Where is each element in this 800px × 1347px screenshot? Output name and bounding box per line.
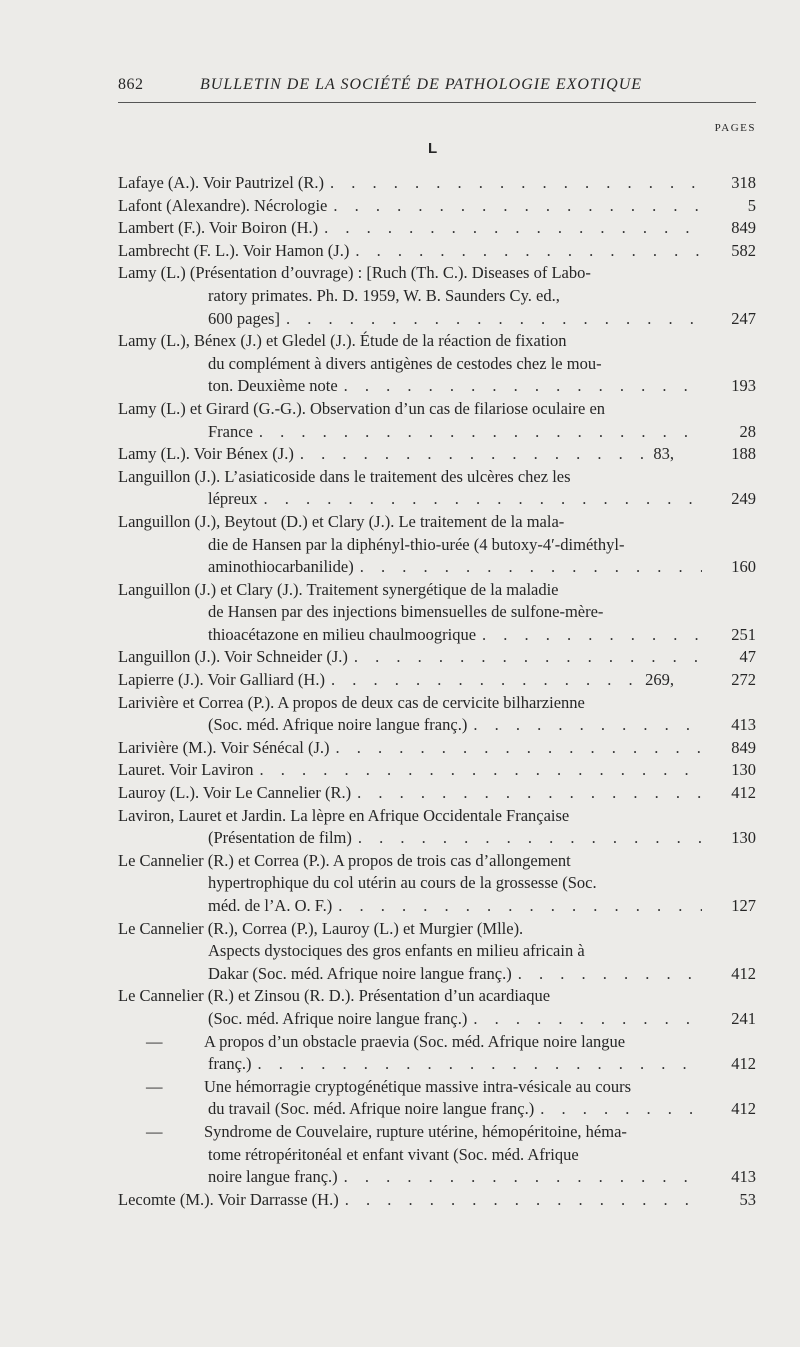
- entry-line: [118, 692, 756, 715]
- entry-line: [118, 308, 756, 331]
- entry-text: Lapierre (J.). Voir Galliard (H.): [118, 670, 325, 690]
- page-ref: 272: [731, 670, 756, 690]
- index-entry: [118, 579, 756, 647]
- entry-line: [118, 601, 756, 624]
- dot-leader: [327, 195, 702, 218]
- entry-line: [118, 353, 756, 376]
- entry-text: (Présentation de film): [208, 828, 352, 848]
- entry-line: [118, 985, 756, 1008]
- dot-leader: [330, 737, 702, 760]
- dot-leader: [349, 240, 702, 263]
- index-entry: [118, 511, 756, 579]
- entry-line: [118, 262, 756, 285]
- index-entry: [118, 1121, 756, 1189]
- entry-text: lépreux: [208, 489, 258, 509]
- index-entry: [118, 466, 756, 511]
- index-entry: [118, 850, 756, 918]
- entry-text: Languillon (J.). L’asiaticoside dans le traitement des ulcères chez les: [118, 466, 571, 486]
- dot-leader: [467, 1008, 702, 1031]
- entry-text: du complément à divers antigènes de cestodes chez le mou-: [208, 353, 602, 373]
- entry-text: Larivière (M.). Voir Sénécal (J.): [118, 737, 330, 757]
- entry-text: Lamy (L.) (Présentation d’ouvrage) : [Ruch (Th. C.). Diseases of Labo-: [118, 263, 591, 283]
- index-entry: [118, 805, 756, 850]
- entry-text: Aspects dystociques des gros enfants en milieu africain à: [208, 941, 585, 961]
- entry-text: Le Cannelier (R.) et Correa (P.). A propos de trois cas d’allongement: [118, 850, 571, 870]
- entry-text: (Soc. méd. Afrique noire langue franç.): [208, 715, 468, 735]
- page-ref: 130: [731, 760, 756, 780]
- entry-line: [118, 488, 756, 511]
- page-ref: 849: [731, 218, 756, 238]
- dot-leader: [332, 895, 702, 918]
- index-entry: [118, 330, 756, 398]
- entry-text: Laviron, Lauret et Jardin. La lèpre en Afrique Occidentale Française: [118, 805, 570, 825]
- entry-line: [118, 895, 756, 918]
- entry-text: de Hansen par des injections bimensuelles de sulfone-mère-: [208, 602, 604, 622]
- dot-leader: [534, 1098, 702, 1121]
- entry-text: Languillon (J.) et Clary (J.). Traitement synergétique de la maladie: [118, 579, 559, 599]
- pages-column-label: PAGES: [714, 122, 756, 134]
- index-entry: [118, 240, 756, 263]
- index-entry: [118, 759, 756, 782]
- index-entry: [118, 398, 756, 443]
- entry-line: [118, 556, 756, 579]
- entry-line: [118, 850, 756, 873]
- entry-text: die de Hansen par la diphényl-thio-urée (4 butoxy-4′-diméthyl-: [208, 534, 625, 554]
- dot-leader: [354, 556, 702, 579]
- index-entry: [118, 782, 756, 805]
- entry-line: [118, 737, 756, 760]
- entry-line: [118, 1098, 756, 1121]
- page-ref: 251: [731, 624, 756, 644]
- entry-line: [118, 375, 756, 398]
- entry-line: [118, 1008, 756, 1031]
- entry-text: Lambrecht (F. L.). Voir Hamon (J.): [118, 240, 350, 260]
- page-ref: 412: [731, 1099, 756, 1119]
- page-ref: 130: [731, 828, 756, 848]
- index-entry: [118, 985, 756, 1030]
- page-ref: 47: [739, 647, 756, 667]
- header-rule: [118, 102, 756, 103]
- dot-leader: [294, 443, 648, 466]
- entry-text: franç.): [208, 1054, 252, 1074]
- index-entry: [118, 646, 756, 669]
- dot-leader: [253, 759, 702, 782]
- entry-line: [118, 805, 756, 828]
- entry-text: Lauret. Voir Laviron: [118, 760, 254, 780]
- entry-line: [118, 827, 756, 850]
- page-ref: 582: [731, 240, 756, 260]
- entry-text: thioacétazone en milieu chaulmoogrique: [208, 624, 477, 644]
- entry-text: Lamy (L.) et Girard (G.-G.). Observation d’un cas de filariose oculaire en: [118, 398, 606, 418]
- entry-text: Languillon (J.), Beytout (D.) et Clary (J.). Le traitement de la mala-: [118, 511, 565, 531]
- dot-leader: [512, 963, 702, 986]
- entry-line: [118, 1031, 756, 1054]
- entry-line: [118, 1144, 756, 1167]
- entry-text: France: [208, 421, 253, 441]
- dot-leader: [338, 375, 702, 398]
- entry-line: [118, 466, 756, 489]
- entry-text: hypertrophique du col utérin au cours de la grossesse (Soc.: [208, 873, 597, 893]
- dot-leader: [257, 488, 702, 511]
- dot-leader: [352, 827, 702, 850]
- entry-text: 600 pages]: [208, 308, 280, 328]
- page-ref: 413: [731, 1167, 756, 1187]
- entry-text: Dakar (Soc. méd. Afrique noire langue franç.): [208, 963, 512, 983]
- index-entry: [118, 262, 756, 330]
- entry-text: A propos d’un obstacle praevia (Soc. méd. Afrique noire langue: [204, 1031, 626, 1051]
- dot-leader: [253, 421, 702, 444]
- entry-text: noire langue franç.): [208, 1167, 338, 1187]
- dot-leader: [252, 1053, 702, 1076]
- dot-leader: [325, 669, 639, 692]
- entry-line: [118, 579, 756, 602]
- dot-leader: [476, 624, 702, 647]
- entry-line: [118, 443, 756, 466]
- dot-leader: [318, 217, 702, 240]
- entry-text: Lamy (L.), Bénex (J.) et Gledel (J.). Étude de la réaction de fixation: [118, 331, 567, 351]
- extra-page-ref: 83,: [653, 444, 674, 464]
- entry-line: [118, 1053, 756, 1076]
- index-entry: [118, 737, 756, 760]
- entry-line: [118, 421, 756, 444]
- entry-text: Lafont (Alexandre). Nécrologie: [118, 195, 328, 215]
- page-ref: 5: [747, 195, 756, 215]
- entry-line: [118, 963, 756, 986]
- entry-text: Lafaye (A.). Voir Pautrizel (R.): [118, 173, 325, 192]
- entry-text: (Soc. méd. Afrique noire langue franç.): [208, 1008, 468, 1028]
- entry-line: [118, 759, 756, 782]
- entry-line: [118, 217, 756, 240]
- ditto-dash: —: [146, 1076, 163, 1096]
- page-ref: 247: [731, 308, 756, 328]
- entry-line: [118, 872, 756, 895]
- entry-text: Le Cannelier (R.) et Zinsou (R. D.). Présentation d’un acardiaque: [118, 986, 551, 1006]
- index-entry: [118, 669, 756, 692]
- entry-line: [118, 940, 756, 963]
- page-ref: 193: [731, 376, 756, 396]
- section-letter: L: [428, 140, 438, 157]
- entry-line: [118, 714, 756, 737]
- entry-line: [118, 511, 756, 534]
- entry-text: Lecomte (M.). Voir Darrasse (H.): [118, 1189, 339, 1209]
- entry-text: Languillon (J.). Voir Schneider (J.): [118, 647, 348, 667]
- page-ref: 412: [731, 1054, 756, 1074]
- entry-text: Syndrome de Couvelaire, rupture utérine, hémopéritoine, héma-: [204, 1121, 627, 1141]
- entry-line: [118, 1121, 756, 1144]
- index-entry: [118, 1189, 756, 1212]
- page-ref: 160: [731, 557, 756, 577]
- entry-text: Larivière et Correa (P.). A propos de deux cas de cervicite bilharzienne: [118, 692, 585, 712]
- page-ref: 412: [731, 783, 756, 803]
- page-ref: 188: [731, 444, 756, 464]
- entry-text: méd. de l’A. O. F.): [208, 896, 333, 915]
- dot-leader: [339, 1189, 702, 1212]
- extra-page-ref: 269,: [645, 670, 674, 690]
- entry-text: Le Cannelier (R.), Correa (P.), Lauroy (L.) et Murgier (Mlle).: [118, 918, 524, 938]
- entry-line: [118, 782, 756, 805]
- entry-text: tome rétropéritonéal et enfant vivant (Soc. méd. Afrique: [208, 1144, 579, 1164]
- dot-leader: [351, 782, 702, 805]
- entry-text: ratory primates. Ph. D. 1959, W. B. Saunders Cy. ed.,: [208, 285, 560, 305]
- page-number: 862: [118, 76, 144, 93]
- entry-text: Une hémorragie cryptogénétique massive intra-vésicale au cours: [204, 1076, 631, 1096]
- page-ref: 53: [739, 1189, 756, 1209]
- index-entry: [118, 918, 756, 986]
- ditto-dash: —: [146, 1121, 163, 1141]
- entry-text: ton. Deuxième note: [208, 376, 338, 396]
- dot-leader: [338, 1166, 702, 1189]
- dot-leader: [280, 308, 702, 331]
- index-entry: [118, 195, 756, 218]
- page-ref: 127: [731, 896, 756, 915]
- entry-line: [118, 918, 756, 941]
- index-entry: [118, 217, 756, 240]
- entry-line: [118, 398, 756, 421]
- entry-text: Lauroy (L.). Voir Le Cannelier (R.): [118, 783, 352, 803]
- entry-line: [118, 285, 756, 308]
- page-ref: 249: [731, 489, 756, 509]
- entry-text: Lambert (F.). Voir Boiron (H.): [118, 218, 319, 238]
- entry-line: [118, 534, 756, 557]
- index-entry: [118, 172, 756, 195]
- entry-line: [118, 1076, 756, 1099]
- page-ref: 241: [731, 1008, 756, 1028]
- ditto-dash: —: [146, 1031, 163, 1051]
- page-ref: 849: [731, 737, 756, 757]
- index-entries: [118, 172, 756, 1211]
- entry-line: [118, 646, 756, 669]
- dot-leader: [324, 172, 702, 195]
- entry-line: [118, 1189, 756, 1212]
- dot-leader: [467, 714, 702, 737]
- page-ref: 318: [731, 173, 756, 192]
- dot-leader: [348, 646, 702, 669]
- entry-line: [118, 195, 756, 218]
- entry-line: [118, 240, 756, 263]
- index-entry: [118, 443, 756, 466]
- entry-line: [118, 624, 756, 647]
- entry-line: [118, 1166, 756, 1189]
- entry-line: [118, 669, 756, 692]
- running-title: BULLETIN DE LA SOCIÉTÉ DE PATHOLOGIE EXOTIQUE: [200, 76, 643, 93]
- page-ref: 412: [731, 963, 756, 983]
- entry-text: Lamy (L.). Voir Bénex (J.): [118, 444, 294, 464]
- index-entry: [118, 1076, 756, 1121]
- entry-text: aminothiocarbanilide): [208, 557, 354, 577]
- page-ref: 28: [739, 421, 756, 441]
- entry-line: [118, 330, 756, 353]
- index-entry: [118, 692, 756, 737]
- entry-text: du travail (Soc. méd. Afrique noire langue franç.): [208, 1099, 535, 1119]
- page-ref: 413: [731, 715, 756, 735]
- index-entry: [118, 1031, 756, 1076]
- entry-line: [118, 172, 756, 195]
